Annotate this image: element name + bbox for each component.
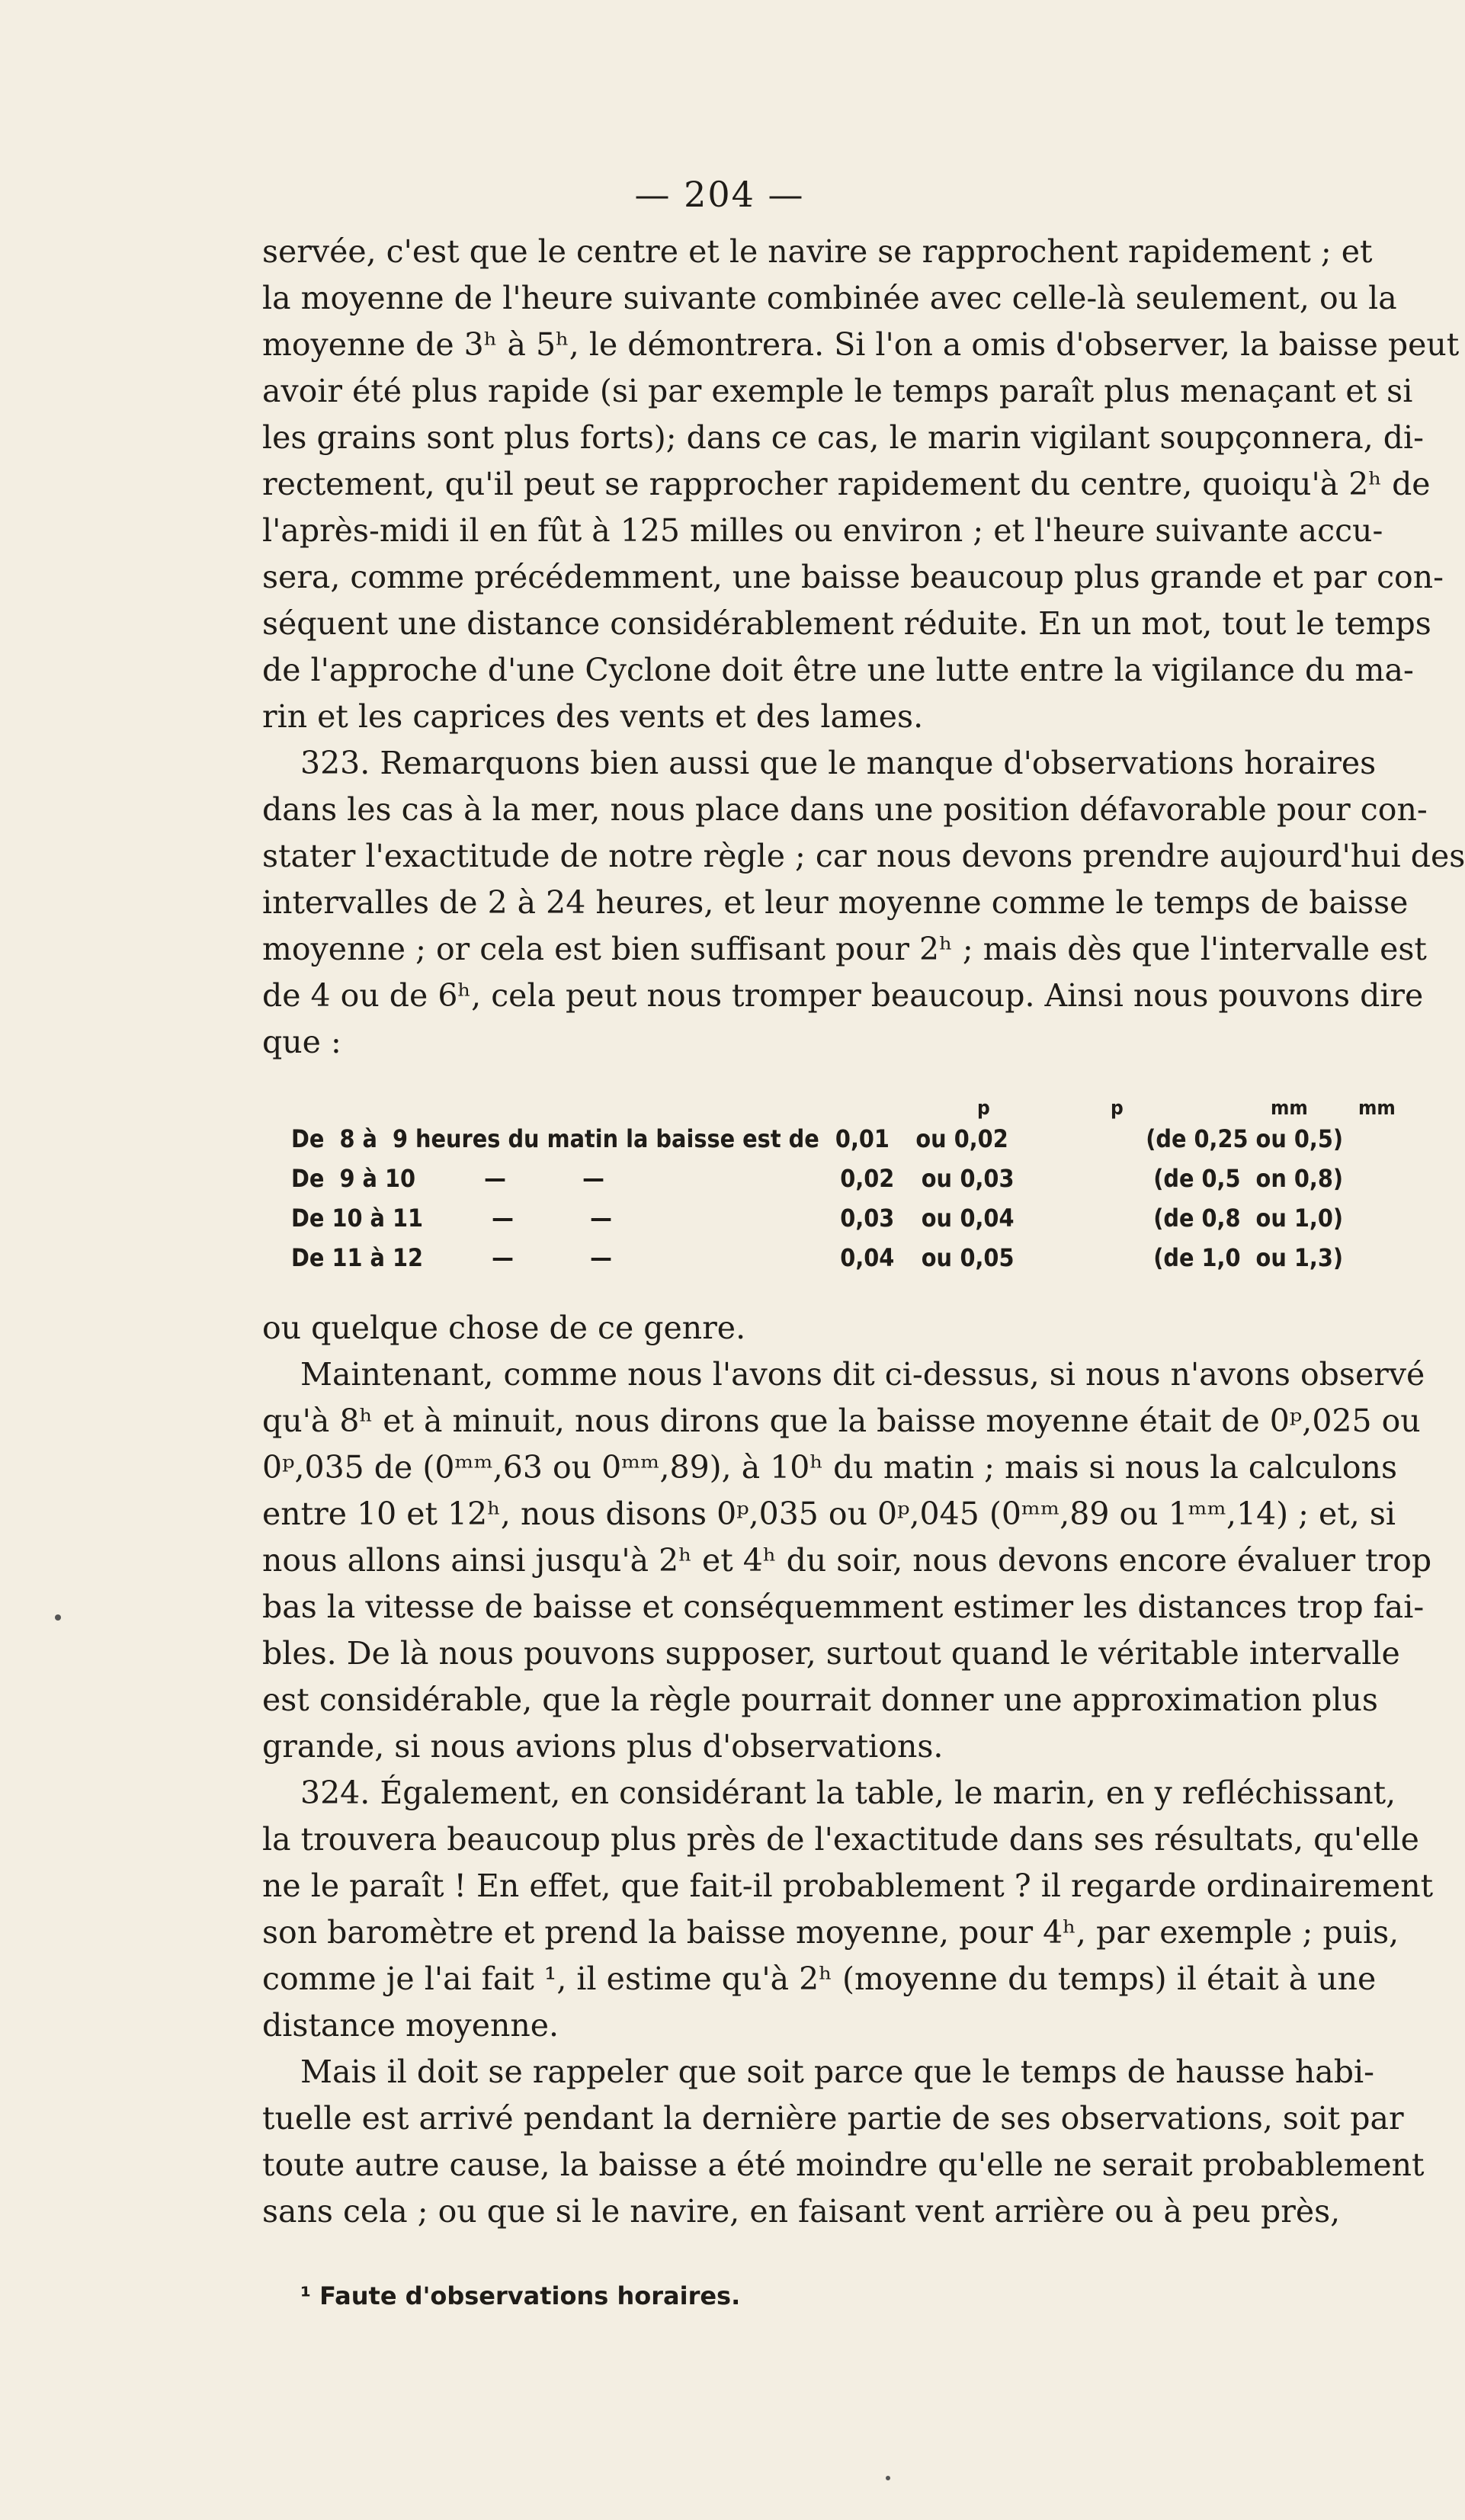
value-low: 0,02 [840, 1164, 895, 1193]
speck-mark [886, 2476, 890, 2480]
text-line: Mais il doit se rappeler que soit parce que le temps de hausse habi- [300, 2054, 1374, 2090]
value-ou: ou [921, 1243, 952, 1272]
text-line: est considérable, que la règle pourrait donner une approximation plus [262, 1682, 1378, 1718]
text-line: moyenne ; or cela est bien suffisant pour 2ʰ ; mais dès que l'intervalle est [262, 931, 1427, 967]
text-line: servée, c'est que le centre et le navire se rapprochent rapidement ; et [262, 233, 1373, 270]
value-high: 0,05 [960, 1243, 1015, 1272]
text-line: rin et les caprices des vents et des lames. [262, 698, 924, 735]
text-line: que : [262, 1024, 341, 1060]
text-line: comme je l'ai fait ¹, il estime qu'à 2ʰ (moyenne du temps) il était à une [262, 1961, 1377, 1997]
body-text [262, 229, 1465, 2320]
text-line: stater l'exactitude de notre règle ; car nous devons prendre aujourd'hui des [262, 838, 1465, 874]
table-units-row [291, 1088, 1396, 1120]
text-line: ou quelque chose de ce genre. [262, 1310, 746, 1346]
page-number: — 204 — [634, 174, 805, 215]
text-line: sera, comme précédemment, une baisse beaucoup plus grande et par con- [262, 559, 1444, 595]
unit-label: mm [1271, 1097, 1308, 1120]
text-line: avoir été plus rapide (si par exemple le temps paraît plus menaçant et si [262, 373, 1413, 409]
table-row [291, 1198, 1343, 1238]
value-high: 0,03 [960, 1164, 1015, 1193]
text-line: de l'approche d'une Cyclone doit être une lutte entre la vigilance du ma- [262, 652, 1414, 688]
text-line: entre 10 et 12ʰ, nous disons 0ᵖ,035 ou 0ᵖ,045 (0ᵐᵐ,89 ou 1ᵐᵐ,14) ; et, si [262, 1496, 1396, 1532]
footnote: ¹ Faute d'observations horaires. [300, 2281, 741, 2310]
pressure-drop-table [291, 1088, 1396, 1278]
text-line: grande, si nous avions plus d'observations. [262, 1728, 944, 1765]
speck-mark [55, 1614, 61, 1621]
text-line: la trouvera beaucoup plus près de l'exactitude dans ses résultats, qu'elle [262, 1821, 1419, 1858]
value-mm: (de 0,25 ou 0,5) [1146, 1124, 1343, 1153]
text-line: toute autre cause, la baisse a été moindre qu'elle ne serait probablement [262, 2146, 1425, 2183]
text-line: ne le paraît ! En effet, que fait-il probablement ? il regarde ordinairement [262, 1868, 1434, 1904]
unit-label: mm [1358, 1097, 1396, 1120]
value-ou: ou [915, 1124, 947, 1153]
text-line: distance moyenne. [262, 2007, 559, 2044]
value-ou: ou [921, 1204, 952, 1233]
paragraph-323-start: 323. Remarquons bien aussi que le manque d'observations horaires [300, 745, 1377, 781]
text-line: séquent une distance considérablement réduite. En un mot, tout le temps [262, 605, 1431, 642]
text-line: Maintenant, comme nous l'avons dit ci-dessus, si nous n'avons observé [300, 1356, 1425, 1393]
table-row [291, 1159, 1343, 1198]
text-line: son baromètre et prend la baisse moyenne, pour 4ʰ, par exemple ; puis, [262, 1914, 1399, 1951]
row-label: De 11 à 12 — — [291, 1243, 612, 1272]
text-line: nous allons ainsi jusqu'à 2ʰ et 4ʰ du soir, nous devons encore évaluer trop [262, 1542, 1432, 1579]
text-line: sans cela ; ou que si le navire, en faisant vent arrière ou à peu près, [262, 2193, 1341, 2230]
value-mm: (de 1,0 ou 1,3) [1153, 1243, 1343, 1272]
text-line: de 4 ou de 6ʰ, cela peut nous tromper beaucoup. Ainsi nous pouvons dire [262, 977, 1424, 1014]
text-line: la moyenne de l'heure suivante combinée avec celle-là seulement, ou la [262, 280, 1397, 316]
paragraph-324-start: 324. Également, en considérant la table, le marin, en y refléchissant, [300, 1775, 1396, 1811]
value-high: 0,04 [960, 1204, 1015, 1233]
unit-label: p [977, 1097, 990, 1120]
text-line: tuelle est arrivé pendant la dernière partie de ses observations, soit par [262, 2100, 1404, 2137]
text-line: les grains sont plus forts); dans ce cas, le marin vigilant soupçonnera, di- [262, 419, 1424, 456]
value-mm: (de 0,8 ou 1,0) [1153, 1204, 1343, 1233]
text-line: dans les cas à la mer, nous place dans une position défavorable pour con- [262, 791, 1428, 828]
text-line: moyenne de 3ʰ à 5ʰ, le démontrera. Si l'on a omis d'observer, la baisse peut [262, 326, 1460, 363]
value-low: 0,04 [840, 1243, 895, 1272]
unit-label: p [1111, 1097, 1124, 1120]
text-line: l'après-midi il en fût à 125 milles ou environ ; et l'heure suivante accu- [262, 512, 1383, 549]
row-label: De 9 à 10 — — [291, 1164, 604, 1193]
row-label: De 10 à 11 — — [291, 1204, 612, 1233]
value-low: 0,03 [840, 1204, 895, 1233]
text-line: bles. De là nous pouvons supposer, surtout quand le véritable intervalle [262, 1635, 1400, 1672]
text-line: intervalles de 2 à 24 heures, et leur moyenne comme le temps de baisse [262, 884, 1409, 921]
text-line: rectement, qu'il peut se rapprocher rapidement du centre, quoiqu'à 2ʰ de [262, 466, 1431, 502]
row-label: De 8 à 9 heures du matin la baisse est de [291, 1124, 819, 1153]
text-line: qu'à 8ʰ et à minuit, nous dirons que la baisse moyenne était de 0ᵖ,025 ou [262, 1403, 1421, 1439]
value-mm: (de 0,5 on 0,8) [1153, 1164, 1343, 1193]
table-row [291, 1119, 1343, 1159]
value-low: 0,01 [835, 1124, 890, 1153]
table-row [291, 1238, 1343, 1278]
value-ou: ou [921, 1164, 952, 1193]
value-high: 0,02 [954, 1124, 1008, 1153]
text-line: bas la vitesse de baisse et conséquemment estimer les distances trop fai- [262, 1589, 1425, 1625]
text-line: 0ᵖ,035 de (0ᵐᵐ,63 ou 0ᵐᵐ,89), à 10ʰ du matin ; mais si nous la calculons [262, 1449, 1397, 1486]
